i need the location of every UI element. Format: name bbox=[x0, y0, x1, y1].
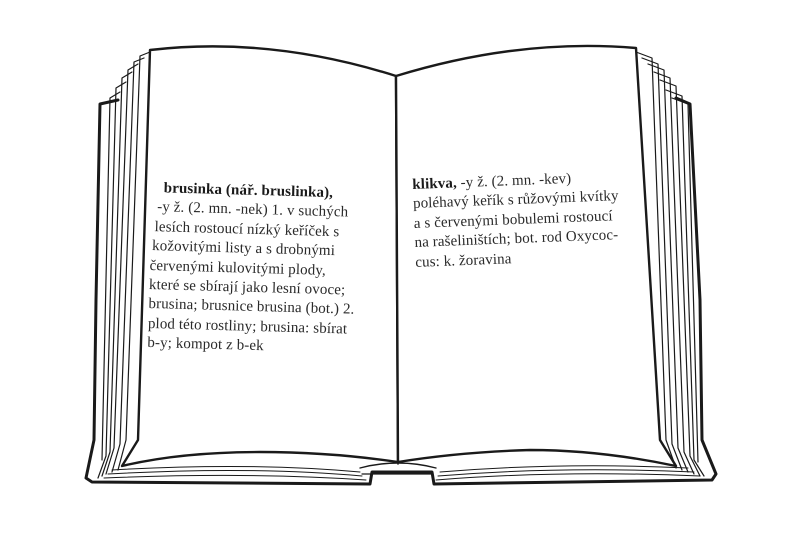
left-entry-line: kožovitými listy a s drobnými bbox=[151, 238, 336, 260]
left-page-entry bbox=[147, 179, 358, 359]
left-entry-line: brusina; brusnice brusina (bot.) 2. bbox=[148, 296, 355, 319]
left-headword-variant: (nář. bruslinka), bbox=[225, 182, 334, 202]
left-entry-line: lesích rostoucí nízký keříček s bbox=[154, 218, 340, 241]
left-entry-line: červenými kulovitými plody, bbox=[149, 257, 327, 279]
right-page-entry bbox=[412, 168, 621, 273]
right-entry-line: poléhavý keřík s růžovými kvítky bbox=[412, 188, 619, 213]
left-entry-line: plod této rostliny; brusina: sbírat bbox=[147, 315, 348, 338]
left-entry-line: které se sbírají jako lesní ovoce; bbox=[148, 276, 346, 299]
left-entry-line: -y ž. (2. mn. -nek) 1. v suchých bbox=[156, 199, 349, 221]
left-entry-line: b-y; kompot z b-ek bbox=[147, 335, 264, 355]
right-entry-line: cus: k. žoravina bbox=[415, 250, 512, 271]
left-headword: brusinka bbox=[163, 180, 223, 198]
right-entry-first-line: -y ž. (2. mn. -kev) bbox=[460, 170, 572, 192]
right-entry-line: a s červenými bobulemi rostoucí bbox=[413, 208, 613, 232]
right-entry-line: na rašeliništích; bot. rod Oxycoc- bbox=[414, 227, 619, 252]
right-headword: klikva, bbox=[412, 175, 458, 193]
